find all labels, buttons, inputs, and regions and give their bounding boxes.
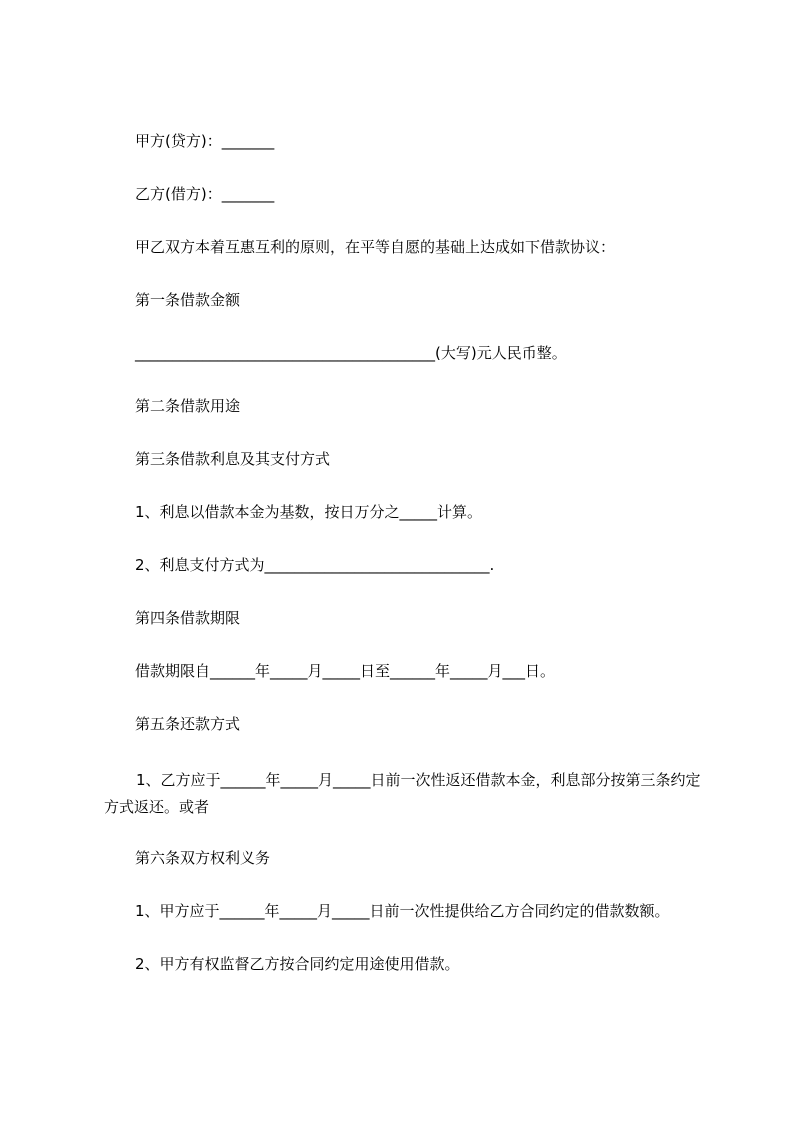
article-3-heading: 第三条借款利息及其支付方式 xyxy=(135,450,331,468)
party-a-line: 甲方(贷方)：_______ xyxy=(135,132,275,150)
repayment-clause-text: 1、乙方应于______年_____月_____日前一次性返还借款本金，利息部分按第三条约定方式返还。或者 xyxy=(104,771,701,816)
party-b-line: 乙方(借方)：_______ xyxy=(135,185,275,203)
lender-obligation-line: 1、甲方应于______年_____月_____日前一次性提供给乙方合同约定的借款数额。 xyxy=(135,902,670,920)
loan-amount-line: ________________________________________(大写)元人民币整。 xyxy=(135,344,567,362)
interest-payment-line: 2、利息支付方式为______________________________. xyxy=(135,556,495,574)
agreement-intro: 甲乙双方本着互惠互利的原则，在平等自愿的基础上达成如下借款协议： xyxy=(135,238,616,256)
lender-right-line: 2、甲方有权监督乙方按合同约定用途使用借款。 xyxy=(135,955,460,973)
loan-term-line: 借款期限自______年_____月_____日至______年_____月___日。 xyxy=(135,662,556,680)
interest-rate-line: 1、利息以借款本金为基数，按日万分之_____计算。 xyxy=(135,503,483,521)
article-1-heading: 第一条借款金额 xyxy=(135,291,241,309)
article-4-heading: 第四条借款期限 xyxy=(135,609,241,627)
article-2-heading: 第二条借款用途 xyxy=(135,397,241,415)
article-5-heading: 第五条还款方式 xyxy=(135,715,241,733)
repayment-clause xyxy=(104,767,711,821)
article-6-heading: 第六条双方权利义务 xyxy=(135,849,271,867)
